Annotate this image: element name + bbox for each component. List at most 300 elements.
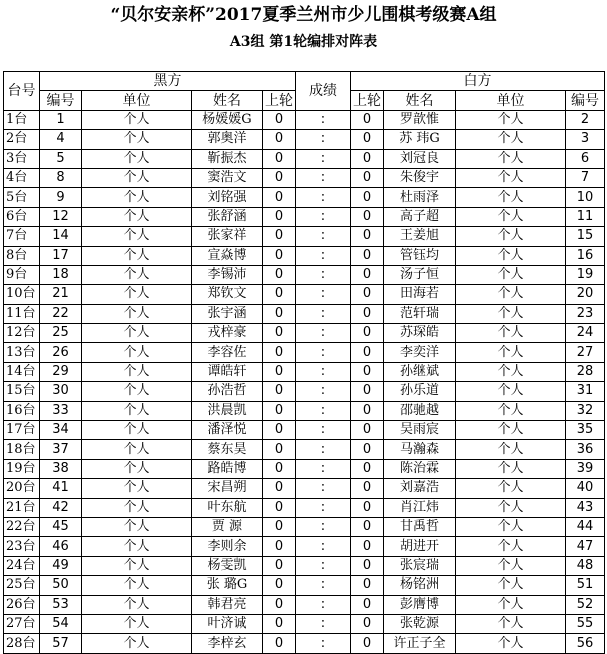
black-prev-cell: 0	[263, 498, 296, 517]
black-name-cell: 杨媛媛G	[192, 110, 263, 129]
white-name-cell: 李奕洋	[384, 343, 456, 362]
result-cell: :	[296, 188, 351, 207]
white-prev-cell: 0	[351, 634, 384, 653]
black-unit-cell: 个人	[82, 595, 192, 614]
result-cell: :	[296, 362, 351, 381]
white-prev-cell: 0	[351, 498, 384, 517]
black-name-cell: 宣焱博	[192, 246, 263, 265]
result-cell: :	[296, 343, 351, 362]
white-prev-cell: 0	[351, 246, 384, 265]
white-unit-cell: 个人	[456, 188, 566, 207]
black-id-cell: 50	[40, 576, 82, 595]
header-black: 黑方	[40, 72, 296, 91]
black-prev-cell: 0	[263, 479, 296, 498]
white-prev-cell: 0	[351, 207, 384, 226]
white-prev-cell: 0	[351, 614, 384, 633]
black-prev-cell: 0	[263, 168, 296, 187]
result-cell: :	[296, 576, 351, 595]
white-name-cell: 刘嘉浩	[384, 479, 456, 498]
white-id-cell: 39	[566, 459, 605, 478]
white-id-cell: 56	[566, 634, 605, 653]
white-unit-cell: 个人	[456, 537, 566, 556]
header-result: 成绩	[296, 72, 351, 111]
black-id-cell: 14	[40, 227, 82, 246]
white-name-cell: 陈治霖	[384, 459, 456, 478]
table-row	[4, 498, 605, 517]
white-unit-cell: 个人	[456, 227, 566, 246]
black-prev-cell: 0	[263, 207, 296, 226]
black-name-cell: 孙浩哲	[192, 382, 263, 401]
black-name-cell: 李则余	[192, 537, 263, 556]
white-unit-cell: 个人	[456, 168, 566, 187]
black-unit-cell: 个人	[82, 401, 192, 420]
board-cell: 13台	[4, 343, 40, 362]
black-id-cell: 1	[40, 110, 82, 129]
table-row	[4, 517, 605, 536]
page-title: “贝尔安亲杯”2017夏季兰州市少儿围棋考级赛A组	[110, 5, 497, 25]
black-name-cell: 李容佐	[192, 343, 263, 362]
white-unit-cell: 个人	[456, 246, 566, 265]
white-name-cell: 田海若	[384, 285, 456, 304]
white-id-cell: 11	[566, 207, 605, 226]
white-name-cell: 汤子恒	[384, 265, 456, 284]
black-name-cell: 郑钦文	[192, 285, 263, 304]
white-id-cell: 28	[566, 362, 605, 381]
board-cell: 22台	[4, 517, 40, 536]
black-prev-cell: 0	[263, 343, 296, 362]
white-name-cell: 杨铭洲	[384, 576, 456, 595]
black-unit-cell: 个人	[82, 265, 192, 284]
table-row	[4, 556, 605, 575]
black-name-cell: 张舒涵	[192, 207, 263, 226]
black-unit-cell: 个人	[82, 556, 192, 575]
header-white-name: 姓名	[384, 91, 456, 110]
black-prev-cell: 0	[263, 576, 296, 595]
white-name-cell: 邵驰越	[384, 401, 456, 420]
white-name-cell: 许正子全	[384, 634, 456, 653]
header-white-prev: 上轮	[351, 91, 384, 110]
table-row	[4, 227, 605, 246]
black-name-cell: 杨雯凯	[192, 556, 263, 575]
board-cell: 2台	[4, 130, 40, 149]
black-unit-cell: 个人	[82, 207, 192, 226]
black-unit-cell: 个人	[82, 188, 192, 207]
black-prev-cell: 0	[263, 227, 296, 246]
table-row	[4, 401, 605, 420]
black-unit-cell: 个人	[82, 479, 192, 498]
board-cell: 28台	[4, 634, 40, 653]
board-cell: 1台	[4, 110, 40, 129]
white-id-cell: 27	[566, 343, 605, 362]
black-id-cell: 30	[40, 382, 82, 401]
board-cell: 18台	[4, 440, 40, 459]
white-id-cell: 7	[566, 168, 605, 187]
result-cell: :	[296, 517, 351, 536]
result-cell: :	[296, 324, 351, 343]
white-prev-cell: 0	[351, 188, 384, 207]
table-row	[4, 382, 605, 401]
black-prev-cell: 0	[263, 285, 296, 304]
black-id-cell: 21	[40, 285, 82, 304]
black-name-cell: 刘铭强	[192, 188, 263, 207]
black-name-cell: 郭奥洋	[192, 130, 263, 149]
white-id-cell: 6	[566, 149, 605, 168]
black-prev-cell: 0	[263, 517, 296, 536]
black-prev-cell: 0	[263, 595, 296, 614]
black-prev-cell: 0	[263, 149, 296, 168]
pairing-rows	[4, 110, 605, 653]
white-unit-cell: 个人	[456, 285, 566, 304]
black-id-cell: 57	[40, 634, 82, 653]
black-unit-cell: 个人	[82, 614, 192, 633]
white-id-cell: 31	[566, 382, 605, 401]
black-name-cell: 谭皓轩	[192, 362, 263, 381]
board-cell: 5台	[4, 188, 40, 207]
black-prev-cell: 0	[263, 382, 296, 401]
header-white: 白方	[351, 72, 605, 91]
white-name-cell: 吴雨宸	[384, 421, 456, 440]
board-cell: 6台	[4, 207, 40, 226]
result-cell: :	[296, 634, 351, 653]
board-cell: 3台	[4, 149, 40, 168]
result-cell: :	[296, 149, 351, 168]
black-unit-cell: 个人	[82, 498, 192, 517]
table-row	[4, 362, 605, 381]
table-row	[4, 285, 605, 304]
table-row	[4, 304, 605, 323]
white-id-cell: 51	[566, 576, 605, 595]
white-prev-cell: 0	[351, 362, 384, 381]
white-prev-cell: 0	[351, 110, 384, 129]
result-cell: :	[296, 207, 351, 226]
black-prev-cell: 0	[263, 537, 296, 556]
white-id-cell: 10	[566, 188, 605, 207]
board-cell: 19台	[4, 459, 40, 478]
black-unit-cell: 个人	[82, 459, 192, 478]
white-id-cell: 47	[566, 537, 605, 556]
result-cell: :	[296, 401, 351, 420]
board-cell: 27台	[4, 614, 40, 633]
table-row	[4, 110, 605, 129]
board-cell: 4台	[4, 168, 40, 187]
white-id-cell: 43	[566, 498, 605, 517]
white-unit-cell: 个人	[456, 459, 566, 478]
white-name-cell: 肖江炜	[384, 498, 456, 517]
result-cell: :	[296, 421, 351, 440]
black-unit-cell: 个人	[82, 110, 192, 129]
white-id-cell: 44	[566, 517, 605, 536]
white-prev-cell: 0	[351, 343, 384, 362]
board-cell: 21台	[4, 498, 40, 517]
black-unit-cell: 个人	[82, 440, 192, 459]
board-cell: 11台	[4, 304, 40, 323]
board-cell: 20台	[4, 479, 40, 498]
black-name-cell: 李梓玄	[192, 634, 263, 653]
white-id-cell: 55	[566, 614, 605, 633]
header-black-id: 编号	[40, 91, 82, 110]
black-unit-cell: 个人	[82, 576, 192, 595]
white-id-cell: 2	[566, 110, 605, 129]
black-name-cell: 窦浩文	[192, 168, 263, 187]
black-name-cell: 宋昌朔	[192, 479, 263, 498]
pairing-table	[3, 71, 605, 654]
white-unit-cell: 个人	[456, 110, 566, 129]
black-id-cell: 26	[40, 343, 82, 362]
white-prev-cell: 0	[351, 324, 384, 343]
board-cell: 17台	[4, 421, 40, 440]
board-cell: 24台	[4, 556, 40, 575]
white-prev-cell: 0	[351, 285, 384, 304]
white-prev-cell: 0	[351, 265, 384, 284]
black-name-cell: 张 璐G	[192, 576, 263, 595]
result-cell: :	[296, 614, 351, 633]
white-id-cell: 16	[566, 246, 605, 265]
black-unit-cell: 个人	[82, 324, 192, 343]
black-prev-cell: 0	[263, 265, 296, 284]
white-prev-cell: 0	[351, 149, 384, 168]
white-id-cell: 3	[566, 130, 605, 149]
white-prev-cell: 0	[351, 556, 384, 575]
white-name-cell: 苏琛皓	[384, 324, 456, 343]
white-prev-cell: 0	[351, 168, 384, 187]
black-unit-cell: 个人	[82, 362, 192, 381]
result-cell: :	[296, 595, 351, 614]
white-unit-cell: 个人	[456, 130, 566, 149]
black-id-cell: 8	[40, 168, 82, 187]
black-prev-cell: 0	[263, 634, 296, 653]
black-name-cell: 李锡沛	[192, 265, 263, 284]
white-name-cell: 甘禹哲	[384, 517, 456, 536]
black-name-cell: 蔡东昊	[192, 440, 263, 459]
black-id-cell: 37	[40, 440, 82, 459]
white-name-cell: 彭膺博	[384, 595, 456, 614]
result-cell: :	[296, 459, 351, 478]
table-row	[4, 343, 605, 362]
white-id-cell: 15	[566, 227, 605, 246]
board-cell: 25台	[4, 576, 40, 595]
table-row	[4, 168, 605, 187]
black-name-cell: 贾 源	[192, 517, 263, 536]
black-id-cell: 29	[40, 362, 82, 381]
white-name-cell: 范轩瑞	[384, 304, 456, 323]
result-cell: :	[296, 227, 351, 246]
board-cell: 12台	[4, 324, 40, 343]
white-id-cell: 24	[566, 324, 605, 343]
white-name-cell: 杜雨泽	[384, 188, 456, 207]
white-name-cell: 张宸瑞	[384, 556, 456, 575]
black-prev-cell: 0	[263, 324, 296, 343]
result-cell: :	[296, 304, 351, 323]
result-cell: :	[296, 130, 351, 149]
white-unit-cell: 个人	[456, 382, 566, 401]
white-unit-cell: 个人	[456, 634, 566, 653]
white-unit-cell: 个人	[456, 498, 566, 517]
white-id-cell: 48	[566, 556, 605, 575]
table-row	[4, 440, 605, 459]
black-prev-cell: 0	[263, 188, 296, 207]
white-prev-cell: 0	[351, 421, 384, 440]
black-prev-cell: 0	[263, 614, 296, 633]
black-id-cell: 4	[40, 130, 82, 149]
black-name-cell: 路皓博	[192, 459, 263, 478]
black-id-cell: 22	[40, 304, 82, 323]
header-black-unit: 单位	[82, 91, 192, 110]
header-white-id: 编号	[566, 91, 605, 110]
white-id-cell: 40	[566, 479, 605, 498]
white-unit-cell: 个人	[456, 304, 566, 323]
white-prev-cell: 0	[351, 459, 384, 478]
black-prev-cell: 0	[263, 459, 296, 478]
table-row	[4, 634, 605, 653]
black-unit-cell: 个人	[82, 304, 192, 323]
black-name-cell: 戎梓豪	[192, 324, 263, 343]
white-id-cell: 20	[566, 285, 605, 304]
black-id-cell: 49	[40, 556, 82, 575]
black-id-cell: 38	[40, 459, 82, 478]
white-name-cell: 罗歆惟	[384, 110, 456, 129]
white-unit-cell: 个人	[456, 479, 566, 498]
black-unit-cell: 个人	[82, 537, 192, 556]
table-row	[4, 246, 605, 265]
black-id-cell: 34	[40, 421, 82, 440]
white-prev-cell: 0	[351, 401, 384, 420]
white-unit-cell: 个人	[456, 362, 566, 381]
white-name-cell: 孙乐道	[384, 382, 456, 401]
black-id-cell: 18	[40, 265, 82, 284]
table-row	[4, 324, 605, 343]
black-prev-cell: 0	[263, 110, 296, 129]
white-name-cell: 王姜旭	[384, 227, 456, 246]
result-cell: :	[296, 479, 351, 498]
black-id-cell: 33	[40, 401, 82, 420]
black-unit-cell: 个人	[82, 421, 192, 440]
black-name-cell: 叶东航	[192, 498, 263, 517]
white-unit-cell: 个人	[456, 207, 566, 226]
table-row	[4, 479, 605, 498]
white-prev-cell: 0	[351, 227, 384, 246]
white-name-cell: 朱俊宇	[384, 168, 456, 187]
board-cell: 23台	[4, 537, 40, 556]
black-unit-cell: 个人	[82, 149, 192, 168]
white-prev-cell: 0	[351, 517, 384, 536]
white-prev-cell: 0	[351, 576, 384, 595]
black-id-cell: 12	[40, 207, 82, 226]
table-row	[4, 130, 605, 149]
white-prev-cell: 0	[351, 130, 384, 149]
black-id-cell: 54	[40, 614, 82, 633]
table-row	[4, 595, 605, 614]
black-id-cell: 17	[40, 246, 82, 265]
black-unit-cell: 个人	[82, 634, 192, 653]
black-id-cell: 5	[40, 149, 82, 168]
result-cell: :	[296, 537, 351, 556]
white-prev-cell: 0	[351, 304, 384, 323]
black-prev-cell: 0	[263, 130, 296, 149]
white-prev-cell: 0	[351, 595, 384, 614]
result-cell: :	[296, 168, 351, 187]
black-unit-cell: 个人	[82, 382, 192, 401]
white-name-cell: 马瀚森	[384, 440, 456, 459]
board-cell: 15台	[4, 382, 40, 401]
white-unit-cell: 个人	[456, 614, 566, 633]
white-unit-cell: 个人	[456, 343, 566, 362]
black-name-cell: 洪晨凯	[192, 401, 263, 420]
page-subtitle: A3组 第1轮编排对阵表	[229, 34, 378, 50]
black-prev-cell: 0	[263, 440, 296, 459]
black-name-cell: 靳振杰	[192, 149, 263, 168]
white-name-cell: 张乾源	[384, 614, 456, 633]
result-cell: :	[296, 285, 351, 304]
white-unit-cell: 个人	[456, 556, 566, 575]
black-prev-cell: 0	[263, 401, 296, 420]
black-prev-cell: 0	[263, 362, 296, 381]
white-prev-cell: 0	[351, 440, 384, 459]
board-cell: 7台	[4, 227, 40, 246]
black-name-cell: 韩君亮	[192, 595, 263, 614]
black-unit-cell: 个人	[82, 343, 192, 362]
black-id-cell: 53	[40, 595, 82, 614]
result-cell: :	[296, 265, 351, 284]
black-unit-cell: 个人	[82, 517, 192, 536]
black-name-cell: 潘泽悦	[192, 421, 263, 440]
white-prev-cell: 0	[351, 479, 384, 498]
white-id-cell: 36	[566, 440, 605, 459]
header-white-unit: 单位	[456, 91, 566, 110]
black-id-cell: 41	[40, 479, 82, 498]
white-unit-cell: 个人	[456, 265, 566, 284]
white-name-cell: 孙继斌	[384, 362, 456, 381]
white-id-cell: 19	[566, 265, 605, 284]
black-unit-cell: 个人	[82, 168, 192, 187]
black-prev-cell: 0	[263, 556, 296, 575]
white-unit-cell: 个人	[456, 576, 566, 595]
board-cell: 14台	[4, 362, 40, 381]
black-prev-cell: 0	[263, 421, 296, 440]
white-id-cell: 23	[566, 304, 605, 323]
table-row	[4, 537, 605, 556]
table-row	[4, 188, 605, 207]
white-unit-cell: 个人	[456, 517, 566, 536]
white-name-cell: 管钰均	[384, 246, 456, 265]
table-row	[4, 149, 605, 168]
white-id-cell: 35	[566, 421, 605, 440]
table-row	[4, 421, 605, 440]
header-black-name: 姓名	[192, 91, 263, 110]
table-row	[4, 614, 605, 633]
white-unit-cell: 个人	[456, 324, 566, 343]
white-name-cell: 高子超	[384, 207, 456, 226]
result-cell: :	[296, 498, 351, 517]
black-prev-cell: 0	[263, 246, 296, 265]
black-unit-cell: 个人	[82, 285, 192, 304]
board-cell: 26台	[4, 595, 40, 614]
table-row	[4, 207, 605, 226]
result-cell: :	[296, 246, 351, 265]
white-id-cell: 32	[566, 401, 605, 420]
result-cell: :	[296, 440, 351, 459]
white-unit-cell: 个人	[456, 401, 566, 420]
board-cell: 9台	[4, 265, 40, 284]
result-cell: :	[296, 556, 351, 575]
black-id-cell: 45	[40, 517, 82, 536]
black-name-cell: 张宇涵	[192, 304, 263, 323]
white-name-cell: 胡进开	[384, 537, 456, 556]
black-id-cell: 46	[40, 537, 82, 556]
black-id-cell: 42	[40, 498, 82, 517]
white-prev-cell: 0	[351, 537, 384, 556]
black-name-cell: 叶济诚	[192, 614, 263, 633]
black-id-cell: 9	[40, 188, 82, 207]
